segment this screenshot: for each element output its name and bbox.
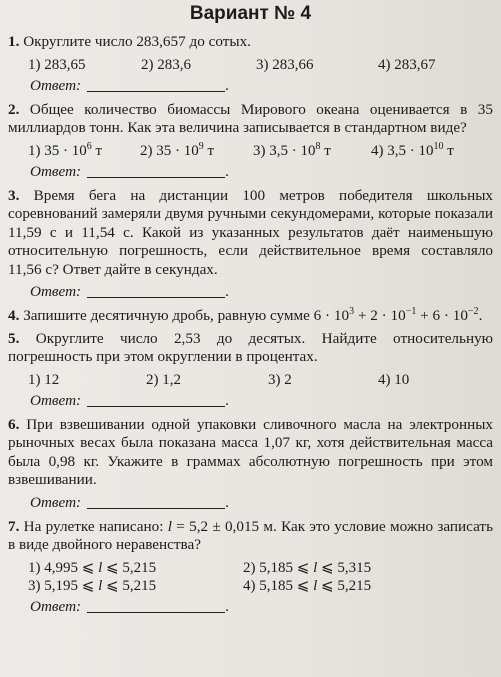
option-4: 4) 5,185 ⩽ l ⩽ 5,215 [243,578,372,594]
task-text: Округлите число 2,53 до десятых. Найдите относительную погрешность при этом округлении в процентах. [8,329,494,365]
task-1 [8,33,493,52]
task-7-options [28,559,493,596]
option-4: 4) 10 [378,371,410,388]
task-3 [8,187,493,280]
answer-line[interactable] [87,611,225,613]
answer-line[interactable] [87,405,225,407]
task-1-options [28,56,493,74]
task-number: 4. [8,307,20,324]
option-3: 3) $3,5 \cdot 10^8$ т [253,140,331,159]
option-1: 1) $35 \cdot 10^6$ т [28,140,103,159]
task-text: Общее количество биомассы Мирового океана оценивается в 35 миллиардов тонн. Как эта величина записывается в стандартном виде? [8,100,493,136]
task-number: 3. [8,186,20,204]
answer-line[interactable] [87,176,225,178]
answer-label: Ответ: [30,283,82,300]
answer-label: Ответ: [30,493,82,511]
answer-label: Ответ: [30,597,82,615]
option-3: 3) 5,195 ⩽ l ⩽ 5,215 [28,578,157,594]
task-5-options [28,371,493,389]
answer-row: Ответ: . [30,76,229,94]
task-4 [8,307,493,326]
page-title: Вариант № 4 [189,3,312,24]
task-text: На рулетке написано: l = 5,2 ± 0,015 м. Как это условие можно записать в виде двойного неравенства? [8,517,493,553]
task-2-options [28,142,493,160]
answer-row: Ответ: . [30,597,229,615]
option-1: 1) 283,65 [28,56,86,73]
task-text: При взвешивании одной упаковки сливочного масла на электронных рыночных весах была показана масса 1,07 кг, хотя действительная масса была 0,98 кг. Укажите в граммах абсолютную погрешность при этом взвешивании. [8,415,493,488]
task-6 [8,416,493,490]
option-2: 2) $35 \cdot 10^9$ т [140,140,215,159]
option-1: 1) 12 [28,371,60,388]
answer-line[interactable] [87,296,225,298]
option-2: 2) 283,6 [141,56,191,73]
task-number: 2. [8,100,20,118]
task-number: 5. [8,329,20,347]
task-text: Округлите число 283,657 до сотых. [23,33,251,50]
option-2: 2) 5,185 ⩽ l ⩽ 5,315 [243,559,372,576]
task-number: 1. [8,33,20,50]
answer-line[interactable] [87,507,225,509]
answer-row: Ответ: . [30,493,229,511]
answer-label: Ответ: [30,162,82,180]
option-3: 3) 283,66 [256,56,314,73]
option-2: 2) 1,2 [146,371,181,388]
task-text: Запишите десятичную дробь, равную сумме $6 \cdot 10^3 + 2 \cdot 10^{-1} + 6 \cdot 10^{-2}$. [23,306,483,324]
task-number: 7. [8,517,20,535]
answer-row: Ответ: . [30,391,229,409]
option-1: 1) 4,995 ⩽ l ⩽ 5,215 [28,559,157,576]
task-text: Время бега на дистанции 100 метров победителя школьных соревнований замеряли двумя ручными секундомерами, которые показали 11,59 с и 11,54 с. Какой из указанных результатов даёт наименьшую относительную погрешность, если действительное время составляло 11,56 с? Ответ дайте в секундах. [8,186,493,278]
task-2 [8,101,493,138]
answer-label: Ответ: [30,76,82,94]
answer-line[interactable] [87,90,225,92]
task-5 [8,330,493,367]
option-4: 4) $3,5 \cdot 10^{10}$ т [371,140,454,159]
task-number: 6. [8,415,20,433]
option-4: 4) 283,67 [378,56,436,73]
task-7 [8,518,493,555]
answer-row: Ответ: . [30,162,229,180]
answer-label: Ответ: [30,391,82,409]
answer-row: Ответ: . [30,283,229,300]
option-3: 3) 2 [268,371,292,388]
